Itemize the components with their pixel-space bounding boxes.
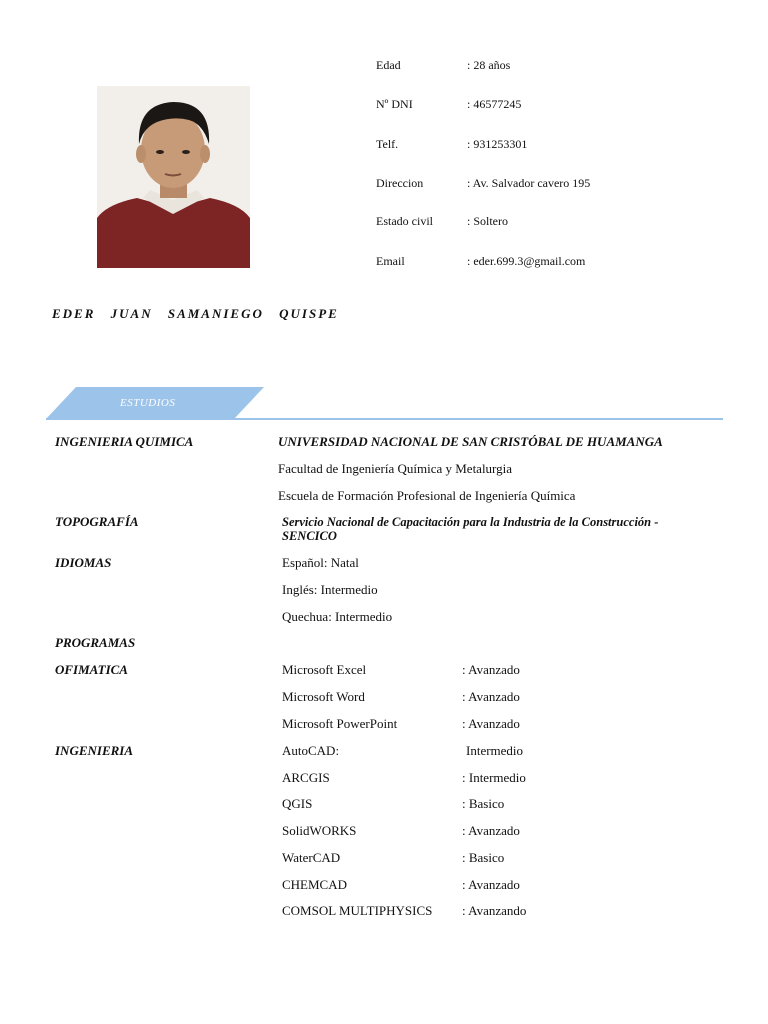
skill-level: : Avanzado — [462, 689, 520, 704]
language-item: Español: Natal — [282, 555, 359, 570]
profile-photo — [97, 86, 250, 268]
skill-level: : Basico — [462, 796, 505, 811]
skill-name: Microsoft Excel — [282, 662, 367, 677]
section-title: ESTUDIOS — [120, 397, 176, 409]
topografia-institution-line2: SENCICO — [282, 529, 337, 543]
skill-level: : Basico — [462, 850, 505, 865]
skill-name: ARCGIS — [282, 770, 330, 785]
skill-name: WaterCAD — [282, 850, 341, 865]
info-label: Telf. — [376, 137, 399, 151]
skill-level: : Avanzando — [462, 903, 527, 918]
school-name: Escuela de Formación Profesional de Ingeniería Química — [278, 488, 576, 503]
category-ofimatica: OFIMATICA — [55, 662, 128, 677]
skill-name: COMSOL MULTIPHYSICS — [282, 903, 433, 918]
faculty-name: Facultad de Ingeniería Química y Metalurgia — [278, 461, 513, 476]
topografia-institution-line1: Servicio Nacional de Capacitación para la Industria de la Construcción - — [282, 515, 659, 529]
portrait-illustration — [97, 86, 250, 268]
skill-level: : Avanzado — [462, 716, 520, 731]
skill-level: : Avanzado — [462, 662, 520, 677]
skill-name: SolidWORKS — [282, 823, 357, 838]
university-name: UNIVERSIDAD NACIONAL DE SAN CRISTÓBAL DE HUAMANGA — [278, 434, 663, 449]
skill-level: : Intermedio — [462, 770, 526, 785]
category-ingenieria-quimica: INGENIERIA QUIMICA — [55, 434, 194, 449]
skill-name: QGIS — [282, 796, 313, 811]
language-item: Quechua: Intermedio — [282, 609, 393, 624]
info-value: : Av. Salvador cavero 195 — [467, 176, 591, 190]
category-topografia: TOPOGRAFÍA — [55, 514, 139, 529]
info-label: Email — [376, 254, 405, 268]
category-idiomas: IDIOMAS — [55, 555, 112, 570]
info-label: Edad — [376, 58, 401, 72]
category-programas: PROGRAMAS — [55, 635, 136, 650]
section-divider — [46, 418, 723, 420]
info-value: : 931253301 — [467, 137, 528, 151]
skill-level: Intermedio — [466, 743, 524, 758]
info-value: : Soltero — [467, 214, 508, 228]
info-value: : 28 años — [467, 58, 511, 72]
skill-name: CHEMCAD — [282, 877, 348, 892]
skill-level: : Avanzado — [462, 877, 520, 892]
skill-level: : Avanzado — [462, 823, 520, 838]
info-value: : 46577245 — [467, 97, 522, 111]
skill-name: Microsoft Word — [282, 689, 365, 704]
info-label: Direccion — [376, 176, 424, 190]
category-ingenieria: INGENIERIA — [55, 743, 134, 758]
info-label: Estado civil — [376, 214, 433, 228]
language-item: Inglés: Intermedio — [282, 582, 378, 597]
skill-name: AutoCAD: — [282, 743, 340, 758]
full-name: EDER JUAN SAMANIEGO QUISPE — [52, 306, 339, 321]
info-label: Nº DNI — [376, 97, 413, 111]
skill-name: Microsoft PowerPoint — [282, 716, 398, 731]
info-value: : eder.699.3@gmail.com — [467, 254, 586, 268]
